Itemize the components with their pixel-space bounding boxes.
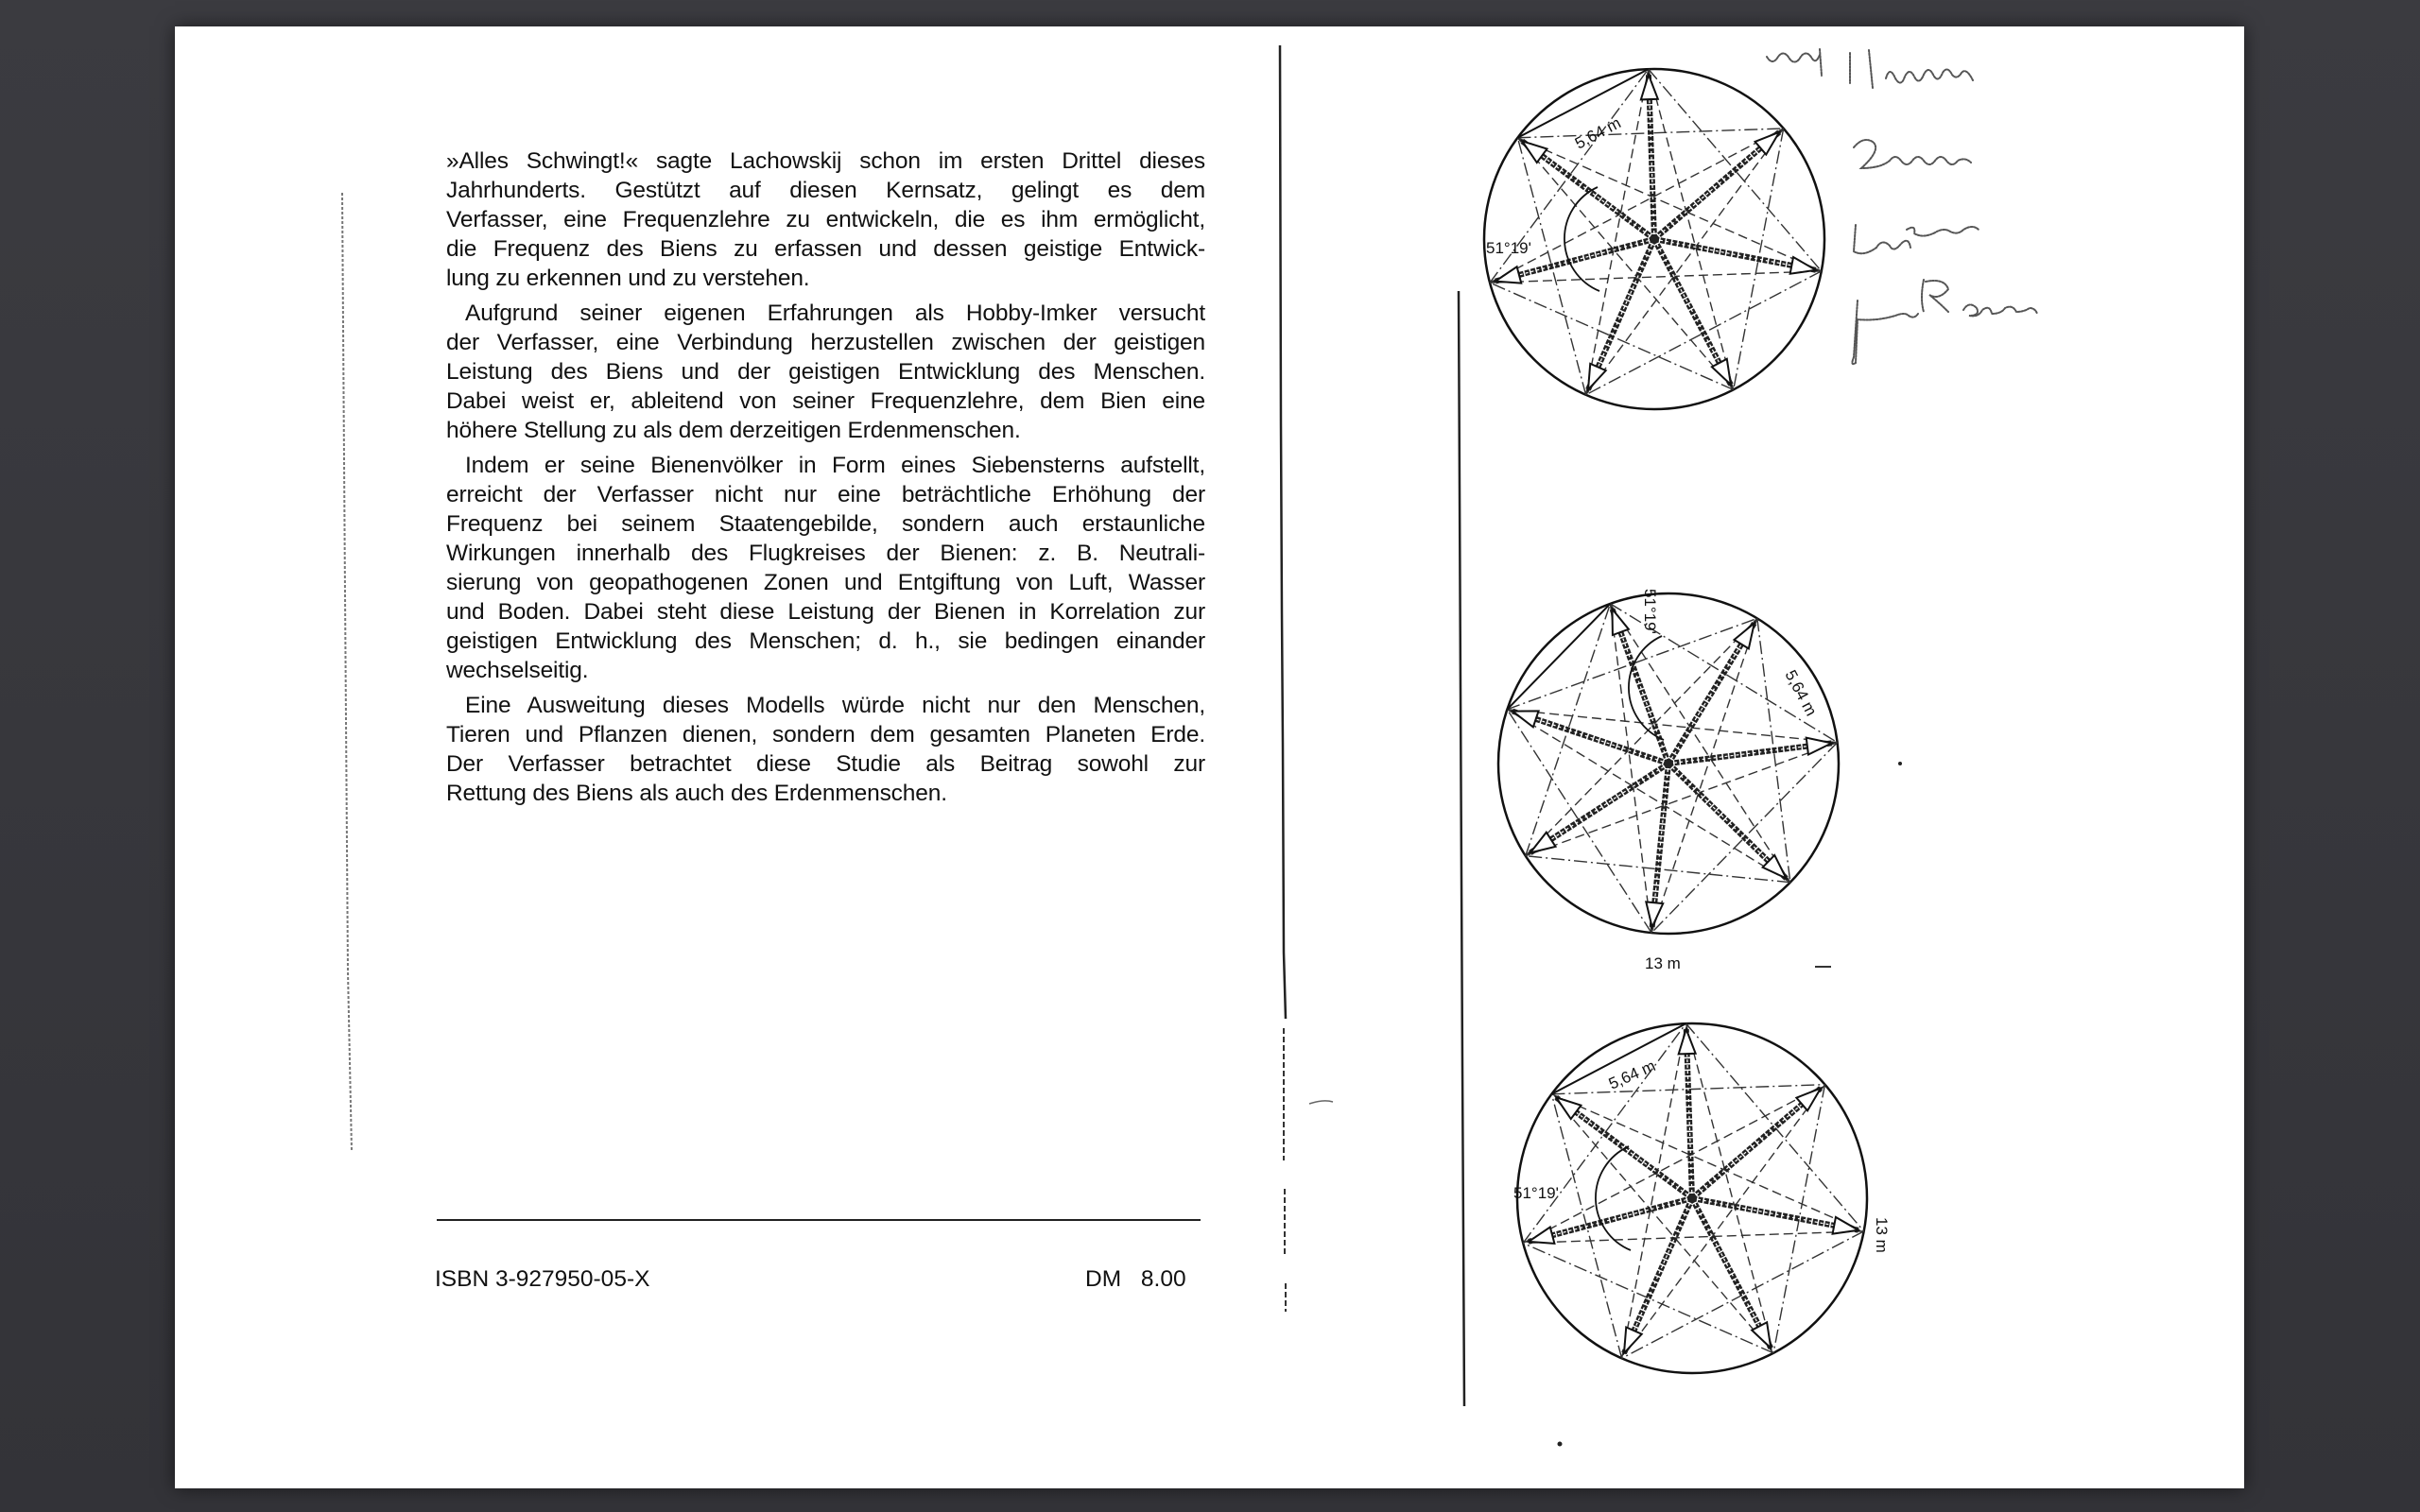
text-line: Jahrhunderts. Gestützt auf diesen Kernsatz, gelingt es dem bbox=[446, 178, 1205, 203]
text-line: höhere Stellung zu als dem derzeitigen Erdenmenschen. bbox=[446, 418, 1021, 443]
paragraph-1 bbox=[446, 146, 1205, 293]
star-guide-line bbox=[1649, 69, 1734, 389]
arrow-head-icon bbox=[1796, 1089, 1821, 1111]
side-length-label: 5,64 m bbox=[1571, 113, 1624, 153]
text-line: wechselseitig. bbox=[446, 658, 589, 683]
angle-arc bbox=[1564, 187, 1599, 291]
side-chord-line bbox=[1517, 69, 1648, 138]
side-chord-line bbox=[1507, 604, 1610, 710]
arrow-head-icon bbox=[1712, 359, 1731, 385]
text-line: »Alles Schwingt!« sagte Lachowskij schon im ersten Drittel dieses bbox=[446, 148, 1205, 174]
star-guide-line bbox=[1507, 710, 1789, 883]
right-page-edge-line bbox=[1459, 291, 1464, 1406]
text-line: Der Verfasser betrachtet diese Studie als Beitrag sowohl zur bbox=[446, 751, 1205, 777]
angle-arc bbox=[1596, 1146, 1631, 1250]
text-line: Frequenz bei seinem Staatengebilde, sondern auch erstaunliche bbox=[446, 511, 1205, 537]
star-guide-line bbox=[1551, 1094, 1863, 1231]
handwriting-word bbox=[1854, 140, 1971, 168]
angle-label: 51°19' bbox=[1641, 589, 1659, 634]
scan-speck bbox=[1558, 1442, 1563, 1447]
arrow-head-icon bbox=[1752, 1322, 1771, 1348]
handwriting-word bbox=[1767, 49, 1822, 76]
blurb-text bbox=[446, 146, 1205, 814]
star-guide-line bbox=[1517, 138, 1733, 390]
text-line: Eine Ausweitung dieses Modells würde nicht nur den Menschen, bbox=[465, 693, 1205, 718]
paragraph-4 bbox=[446, 691, 1205, 808]
seven-star-diagram-bottom bbox=[1498, 1009, 1895, 1406]
paragraph-3 bbox=[446, 451, 1205, 685]
text-line: Indem er seine Bienenvölker in Form eines Siebensterns aufstellt, bbox=[465, 453, 1205, 478]
price-text: DM 8.00 bbox=[1085, 1266, 1186, 1292]
side-length-label: 5,64 m bbox=[1605, 1057, 1659, 1093]
arrow-head-icon bbox=[1495, 266, 1521, 283]
handwriting-word bbox=[1854, 225, 1979, 253]
text-line: Aufgrund seiner eigenen Erfahrungen als Hobby-Imker versucht bbox=[465, 301, 1205, 326]
star-guide-line bbox=[1686, 1023, 1773, 1353]
star-guide-line bbox=[1622, 1085, 1825, 1359]
text-line: Verfasser, eine Frequenzlehre zu entwickeln, die es ihm ermöglicht, bbox=[446, 207, 1205, 232]
star-guide-line bbox=[1551, 1094, 1773, 1353]
paragraph-2 bbox=[446, 299, 1205, 445]
star-guide-line bbox=[1610, 604, 1789, 883]
text-line: Tieren und Pflanzen dienen, sondern dem gesamten Planeten Erde. bbox=[446, 722, 1205, 747]
scan-speck bbox=[1309, 1101, 1333, 1104]
scanned-page bbox=[175, 26, 2244, 1488]
arrow-head-icon bbox=[1734, 624, 1754, 649]
arrow-head-icon bbox=[1530, 833, 1556, 853]
star-figure bbox=[1517, 1023, 1867, 1373]
angle-label: 51°19' bbox=[1486, 239, 1531, 257]
diameter-label: 13 m bbox=[1873, 1217, 1891, 1253]
star-guide-line bbox=[1586, 129, 1784, 395]
diameter-label: 13 m bbox=[1645, 954, 1681, 972]
text-line: Dabei weist er, ableitend von seiner Frequenzlehre, dem Bien eine bbox=[446, 388, 1205, 414]
text-line: geistigen Entwicklung des Menschen; d. h., sie bedingen einander bbox=[446, 628, 1205, 654]
arrow-head-icon bbox=[1641, 75, 1658, 99]
arrow-head-icon bbox=[1679, 1029, 1696, 1054]
text-line: und Boden. Dabei steht diese Leistung der Bienen in Korrelation zur bbox=[446, 599, 1205, 625]
seven-star-diagram-middle bbox=[1484, 579, 1853, 995]
star-guide-line bbox=[1523, 1231, 1864, 1244]
star-figure bbox=[1498, 593, 1839, 934]
star-center bbox=[1664, 759, 1673, 768]
side-length-label: 5,64 m bbox=[1781, 666, 1821, 719]
text-line: Wirkungen innerhalb des Flugkreises der Bienen: z. B. Neutrali- bbox=[446, 541, 1205, 566]
text-line: die Frequenz des Biens zu erfassen und dessen geistige Entwick- bbox=[446, 236, 1205, 262]
angle-label: 51°19' bbox=[1513, 1184, 1559, 1202]
handwritten-note bbox=[1755, 36, 2190, 376]
handwriting-word bbox=[1852, 280, 2037, 364]
star-center bbox=[1650, 234, 1659, 244]
footer-rule bbox=[437, 1219, 1201, 1221]
handwriting-word bbox=[1850, 50, 1973, 88]
text-line: der Verfasser, eine Verbindung herzustellen zwischen der geistigen bbox=[446, 330, 1205, 355]
text-line: Rettung des Biens als auch des Erdenmenschen. bbox=[446, 781, 947, 806]
center-fold-line bbox=[1280, 45, 1286, 1019]
star-center bbox=[1687, 1194, 1697, 1203]
arrow-head-icon bbox=[1512, 711, 1539, 727]
center-fold-line-lower bbox=[1284, 1028, 1286, 1312]
arrow-head-icon bbox=[1529, 1228, 1554, 1244]
arrow-head-icon bbox=[1588, 364, 1606, 389]
angle-arc bbox=[1629, 636, 1664, 740]
text-line: Leistung des Biens und der geistigen Entwicklung des Menschen. bbox=[446, 359, 1205, 385]
isbn-text: ISBN 3-927950-05-X bbox=[435, 1266, 650, 1292]
left-margin-scan-line bbox=[342, 193, 352, 1151]
text-line: erreicht der Verfasser nicht nur eine beträchtliche Erhöhung der bbox=[446, 482, 1205, 507]
text-line: lung zu erkennen und zu verstehen. bbox=[446, 266, 810, 291]
text-line: sierung von geopathogenen Zonen und Entgiftung von Luft, Wasser bbox=[446, 570, 1205, 595]
scan-speck bbox=[1898, 762, 1902, 765]
star-guide-line bbox=[1610, 604, 1651, 933]
